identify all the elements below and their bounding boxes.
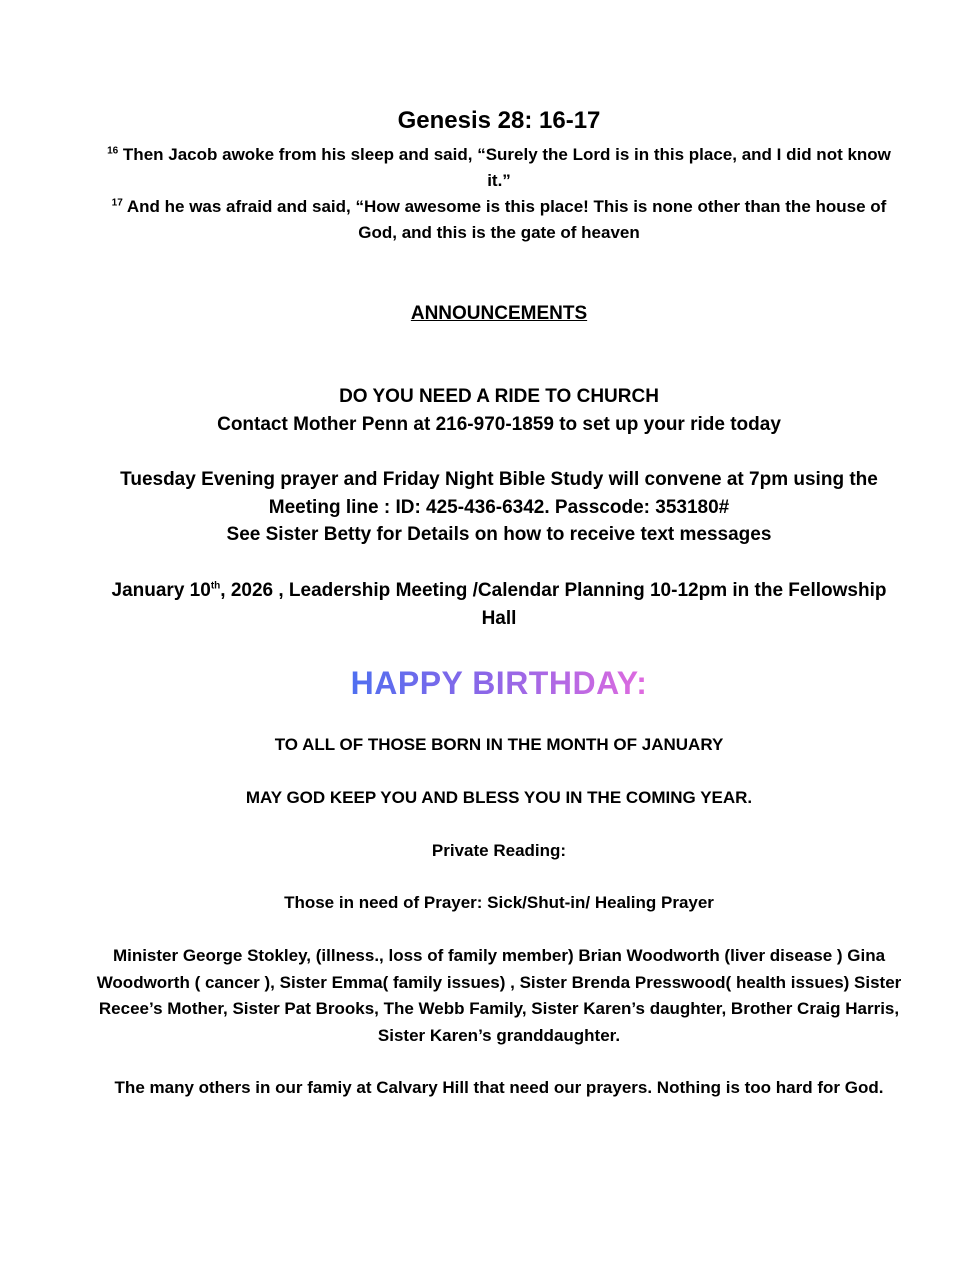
prayer-closing: The many others in our famiy at Calvary Hill that need our prayers. Nothing is too hard for God. bbox=[114, 1078, 884, 1097]
prayer-list-names: Minister George Stokley, (illness., loss of family member) Brian Woodworth (liver disease ) Gina Woodworth ( cancer ), Sister Emma( family issues) , Sister Brenda Presswood( health issues) Sister Recee’s Mother, Sister Pat Brooks, The Webb Family, Sister Karen’s daughter, Brother Craig Harris, Sister Karen’s granddaughter. bbox=[96, 946, 902, 1045]
birthday-line-january: TO ALL OF THOSE BORN IN THE MONTH OF JANUARY bbox=[274, 735, 724, 754]
announcements-heading: ANNOUNCEMENTS bbox=[410, 303, 588, 324]
verse-16-text: Then Jacob awoke from his sleep and said, “Surely the Lord is in this place, and I did not know it.” bbox=[118, 145, 891, 190]
happy-birthday-heading: HAPPY BIRTHDAY: bbox=[350, 665, 648, 701]
prayer-list-heading: Those in need of Prayer: Sick/Shut-in/ Healing Prayer bbox=[284, 893, 714, 912]
scripture-title: Genesis 28: 16-17 bbox=[397, 107, 601, 134]
leadership-date: January 10 bbox=[111, 580, 211, 601]
ride-title: DO YOU NEED A RIDE TO CHURCH bbox=[339, 386, 659, 407]
prayer-meeting-details: Tuesday Evening prayer and Friday Night Bible Study will convene at 7pm using the Meeting line : ID: 425-436-6342. Passcode: 353180# bbox=[120, 469, 878, 518]
verse-17-number: 17 bbox=[111, 197, 123, 209]
verse-16 bbox=[95, 142, 903, 194]
birthday-blessing: MAY GOD KEEP YOU AND BLESS YOU IN THE COMING YEAR. bbox=[245, 788, 753, 807]
ride-announcement bbox=[95, 383, 903, 438]
text-messages-note: See Sister Betty for Details on how to receive text messages bbox=[226, 524, 772, 545]
ride-contact: Contact Mother Penn at 216-970-1859 to set up your ride today bbox=[217, 413, 781, 435]
leadership-date-suffix: th bbox=[210, 580, 221, 592]
verse-17 bbox=[95, 194, 903, 246]
private-reading-label: Private Reading: bbox=[431, 841, 567, 860]
prayer-meeting-announcement bbox=[95, 466, 903, 549]
verse-17-text: And he was afraid and said, “How awesome is this place! This is none other than the house of God, and this is the gate of heaven bbox=[122, 197, 887, 242]
leadership-meeting-announcement bbox=[95, 577, 903, 632]
leadership-details: , 2026 , Leadership Meeting /Calendar Planning 10-12pm in the Fellowship Hall bbox=[220, 580, 887, 629]
verse-16-number: 16 bbox=[107, 145, 119, 157]
